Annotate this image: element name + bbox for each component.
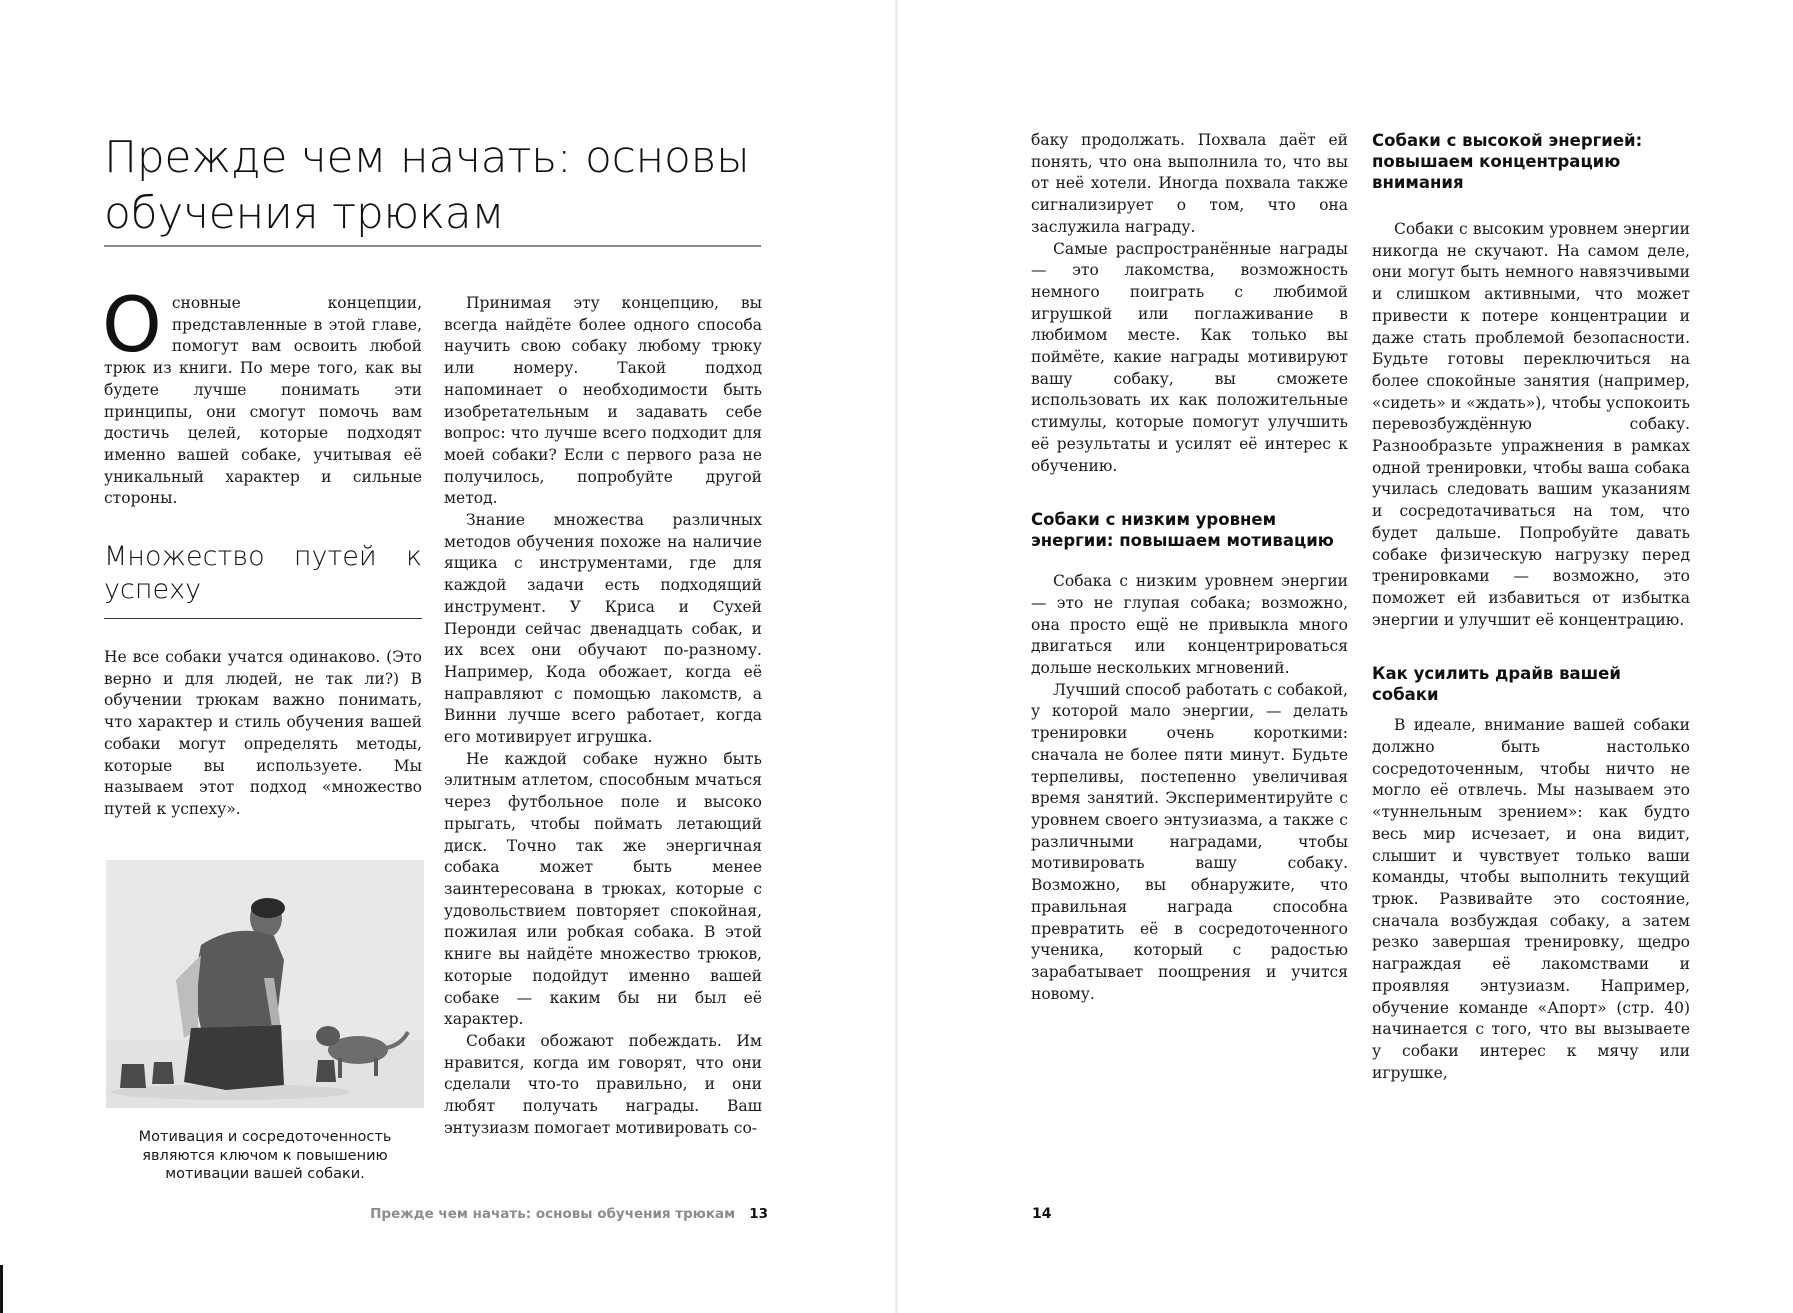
page-edge-mark [0,1265,3,1313]
page-number: 13 [749,1206,768,1222]
right-column-2 [1372,130,1690,1084]
left-column-1 [102,280,422,821]
paragraph: Знание множества различных методов обучения похоже на наличие ящика с инструментами, где для каждой задачи есть подходящий инструмент. У Криса и Сухей Перонди сейчас двенадцать собак, и их всех они обучают по-разному. Например, Кода обожает, когда её направляют с помощью лакомств, а Винни лучше всего работает, когда его мотивирует игрушка. [444,511,762,747]
paragraph: Собака с низким уровнем энергии — это не глупая собака; возможно, она просто ещё не привыкла много двигаться или концентрироваться дольше нескольких мгновений. [1031,572,1348,678]
paragraph: Самые распространённые награды — это лакомства, возможность немного поиграть с любимой игрушкой или поглаживание в любимом месте. Как только вы поймёте, какие награды мотивируют вашу собаку, вы сможете использовать их как положительные стимулы, которые помогут улучшить её результаты и усилят её интерес к обучению. [1031,239,1348,475]
intro-text: сновные концепции, представленные в этой главе, помогут вам освоить любой трюк из книги. По мере того, как вы будете лучше понимать эти принципы, они смогут помочь вам достичь целей, которые подходят именно вашей собаке, учитывая её уникальный характер и сильные стороны. [104,294,422,508]
section-divider [104,618,422,619]
photo-caption: Мотивация и сосредоточенность являются ключом к повышению мотивации вашей собаки. [138,1129,392,1182]
paragraph: баку продолжать. Похвала даёт ей понять, что она выполнила то, что вы от неё хотели. Иногда похвала также сигнализирует о том, что она заслужила награду. [1031,131,1348,236]
section-heading-drive: Как усилить драйв вашей собаки [1372,664,1621,705]
paragraph: Собаки обожают побеждать. Им нравится, когда им говорят, что они сделали что-то правильно, и они любят получать награды. Ваш энтузиазм помогает мотивировать со- [444,1031,762,1137]
paragraph: Принимая эту концепцию, вы всегда найдёте более одного способа научить свою собаку любому трюку или номеру. Такой подход напоминает о необходимости быть изобретательным и задавать себе вопрос: что лучше всего подходит для моей собаки? Если с первого раза не получилось, попробуйте другой метод. [444,294,762,508]
paragraph: Не каждой собаке нужно быть элитным атлетом, способным мчаться через футбольное поле и высоко прыгать, чтобы поймать летающий диск. Точно так же энергичная собака может быть менее заинтересована в трюках, которые с удовольствием повторяет спокойная, пожилая или робкая собака. В этой книге вы найдёте множество трюков, которые подойдут именно вашей собаке — каким бы ни был её характер. [444,749,762,1029]
page-number: 14 [1032,1206,1052,1222]
running-title: Прежде чем начать: основы обучения трюкам [370,1206,736,1222]
section-paragraph: Не все собаки учатся одинаково. (Это верно и для людей, не так ли?) В обучении трюкам важно понимать, что характер и стиль обучения вашей собаки могут определять методы, которые вы используете. Мы называем этот подход «множество путей к успеху». [104,648,422,818]
intro-paragraph [102,280,422,510]
chapter-title: Прежде чем начать: основы обучения трюкам [104,132,750,239]
left-column-2 [444,293,762,1139]
section-heading: Множество путей к успеху [104,541,422,606]
paragraph: Лучший способ работать с собакой, у которой мало энергии, — делать тренировки очень короткими: сначала не более пяти минут. Будьте терпеливы, постепенно увеличивая время занятий. Экспериментируйте с уровнем своего энтузиазма, а также с различными наградами, чтобы мотивировать вашу собаку. Возможно, вы обнаружите, что правильная награда способна превратить её в сосредоточенного ученика, который с радостью зарабатывает поощрения и учится новому. [1031,680,1348,1003]
right-column-1 [1031,130,1348,1005]
paragraph: Собаки с высоким уровнем энергии никогда не скучают. На самом деле, они могут быть немного навязчивыми и слишком активными, что может привести к потере концентрации и даже стать проблемой безопасности. Будьте готовы переключиться на более спокойные занятия (например, «сидеть» и «ждать»), чтобы успокоить перевозбуждённую собаку. Разнообразьте упражнения в рамках одной тренировки, чтобы ваша собака училась следовать вашим указаниям и сосредотачиваться на том, что будет дальше. Попробуйте давать собаке физическую нагрузку перед тренировками — возможно, это поможет ей избавиться от избытка энергии и улучшит её концентрацию. [1372,220,1690,629]
photo-man-kneeling-with-dog [106,860,424,1108]
running-footer [370,1206,768,1222]
title-divider [104,245,761,247]
section-heading-high-energy: Собаки с высокой энергией: повышаем концентрацию внимания [1372,131,1643,192]
paragraph: В идеале, внимание вашей собаки должно быть настолько сосредоточенным, чтобы ничто не могло её отвлечь. Мы называем это «туннельным зрением»: как будто весь мир исчезает, и она видит, слышит и чувствует только ваши команды, чтобы выполнить текущий трюк. Развивайте это состояние, сначала возбуждая собаку, а затем резко завершая тренировку, щедро награждая её лакомствами и проявляя энтузиазм. Например, обучение команде «Апорт» (стр. 40) начинается с того, что вы вызываете у собаки интерес к мячу или игрушке, [1372,716,1690,1082]
photo-illustration-icon [106,860,424,1108]
drop-cap: О [102,280,162,369]
section-heading-low-energy: Собаки с низким уровнем энергии: повышаем мотивацию [1031,510,1334,551]
